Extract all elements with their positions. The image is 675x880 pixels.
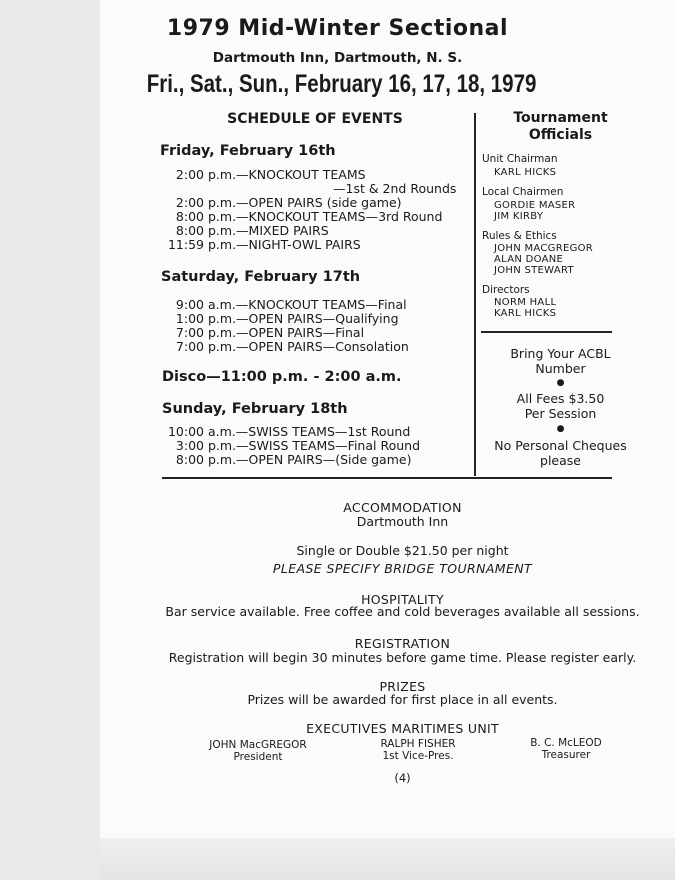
- page-title: 1979 Mid-Winter Sectional: [166, 16, 509, 41]
- hospitality-heading: HOSPITALITY: [361, 592, 444, 607]
- official-name: KARL HICKS: [494, 308, 557, 319]
- section-divider: [162, 477, 612, 479]
- event-dates: Fri., Sat., Sun., February 16, 17, 18, 1979: [146, 70, 537, 98]
- executive-president: JOHN MacGREGOR President: [209, 739, 307, 763]
- page-number: (4): [394, 771, 411, 785]
- saturday-heading: Saturday, February 17th: [161, 269, 361, 285]
- list-item: 8:00 p.m.—MIXED PAIRS: [175, 223, 329, 238]
- list-item: —1st & 2nd Rounds: [333, 181, 457, 196]
- official-name: NORM HALL: [494, 297, 557, 308]
- list-item: 10:00 a.m.—SWISS TEAMS—1st Round: [167, 424, 411, 439]
- acbl-note: Bring Your ACBL Number: [510, 346, 611, 376]
- accommodation-place: Dartmouth Inn: [356, 514, 449, 529]
- list-item: 8:00 p.m.—OPEN PAIRS—(Side game): [175, 452, 412, 467]
- prizes-text: Prizes will be awarded for first place in all events.: [247, 692, 558, 707]
- sunday-heading: Sunday, February 18th: [162, 401, 348, 417]
- list-item: 2:00 p.m.—KNOCKOUT TEAMS: [175, 167, 366, 182]
- fees-note: All Fees $3.50 Per Session: [516, 391, 605, 421]
- accommodation-heading: ACCOMMODATION: [343, 500, 462, 515]
- prizes-heading: PRIZES: [379, 679, 426, 694]
- list-item: 1:00 p.m.—OPEN PAIRS—Qualifying: [175, 311, 399, 326]
- hospitality-text: Bar service available. Free coffee and cold beverages available all sessions.: [165, 604, 640, 619]
- list-item: 11:59 p.m.—NIGHT-OWL PAIRS: [167, 237, 361, 252]
- registration-text: Registration will begin 30 minutes before game time. Please register early.: [168, 650, 637, 665]
- official-name: JOHN STEWART: [494, 265, 574, 276]
- officials-title: Tournament Officials: [513, 110, 608, 143]
- official-role: Directors: [482, 284, 530, 296]
- list-item: 7:00 p.m.—OPEN PAIRS—Final: [175, 325, 365, 340]
- cheques-note: No Personal Cheques please: [494, 438, 627, 468]
- official-name: ALAN DOANE: [494, 254, 564, 265]
- column-divider: [474, 113, 476, 476]
- list-item: 2:00 p.m.—OPEN PAIRS (side game): [175, 195, 402, 210]
- registration-heading: REGISTRATION: [354, 636, 451, 651]
- bullet-icon: ●: [556, 378, 565, 388]
- executive-vice-president: RALPH FISHER 1st Vice-Pres.: [380, 738, 456, 762]
- list-item: 7:00 p.m.—OPEN PAIRS—Consolation: [175, 339, 409, 354]
- official-name: JIM KIRBY: [494, 211, 544, 222]
- accommodation-rate: Single or Double $21.50 per night: [296, 543, 509, 558]
- bullet-icon: ●: [556, 424, 565, 434]
- disco-event: Disco—11:00 p.m. - 2:00 a.m.: [162, 369, 402, 385]
- executives-heading: EXECUTIVES MARITIMES UNIT: [306, 721, 499, 736]
- venue: Dartmouth Inn, Dartmouth, N. S.: [212, 50, 463, 66]
- official-name: KARL HICKS: [494, 167, 557, 178]
- officials-divider: [481, 331, 612, 333]
- official-name: JOHN MACGREGOR: [494, 243, 594, 254]
- official-role: Local Chairmen: [482, 186, 564, 198]
- list-item: 9:00 a.m.—KNOCKOUT TEAMS—Final: [175, 297, 407, 312]
- friday-heading: Friday, February 16th: [160, 143, 336, 159]
- list-item: 8:00 p.m.—KNOCKOUT TEAMS—3rd Round: [175, 209, 443, 224]
- page-bottom-margin: [100, 838, 675, 880]
- accommodation-specify: PLEASE SPECIFY BRIDGE TOURNAMENT: [272, 561, 533, 576]
- official-role: Unit Chairman: [482, 153, 558, 165]
- list-item: 3:00 p.m.—SWISS TEAMS—Final Round: [175, 438, 421, 453]
- official-name: GORDIE MASER: [494, 200, 576, 211]
- schedule-title: SCHEDULE OF EVENTS: [227, 111, 403, 127]
- official-role: Rules & Ethics: [482, 230, 557, 242]
- executive-treasurer: B. C. McLEOD Treasurer: [530, 737, 602, 761]
